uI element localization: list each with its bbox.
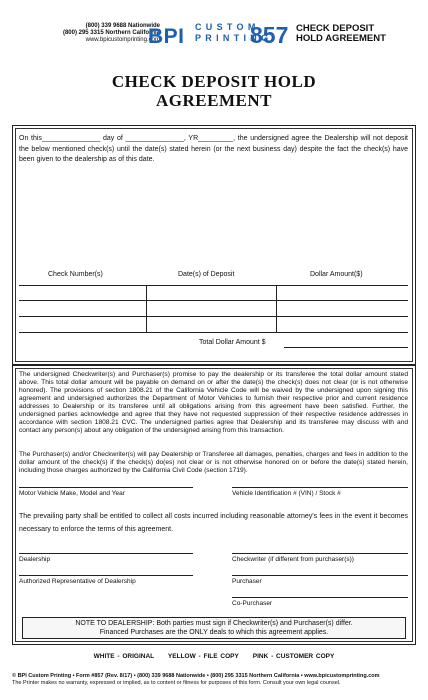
footer-line-1: © BPI Custom Printing • Form #857 (Rev. 8/17) • (800) 339 9688 Nationwide • (800) 295 3315 Northern California • www.bpicustomprinting.com bbox=[12, 673, 380, 679]
vehicle-signature-line bbox=[19, 487, 193, 488]
page-title-line2: AGREEMENT bbox=[156, 91, 272, 110]
purchaser-line bbox=[232, 575, 408, 576]
checkwriter-line bbox=[232, 553, 408, 554]
deposit-date-input-2[interactable] bbox=[148, 302, 275, 315]
phone-nationwide: (800) 339 9688 Nationwide bbox=[85, 23, 160, 29]
notice-line-2: Financed Purchases are the ONLY deals to which this agreement applies. bbox=[99, 629, 329, 636]
total-amount-line bbox=[284, 347, 408, 348]
checkwriter-signature[interactable] bbox=[232, 542, 408, 553]
dollar-amount-input-3[interactable] bbox=[278, 318, 407, 331]
table-row-line bbox=[19, 285, 408, 286]
deposit-date-input-3[interactable] bbox=[148, 318, 275, 331]
authorized-rep-line bbox=[19, 575, 193, 576]
dealership-notice bbox=[22, 617, 406, 639]
vin-signature-line bbox=[232, 487, 408, 488]
footer-line-2: The Printer makes no warranty, expressed or implied, as to content or fitness for purposes of this form. Consult your own legal counsel. bbox=[12, 679, 341, 686]
website: www.bpicustomprinting.com bbox=[85, 37, 160, 43]
header-title-line1: CHECK DEPOSIT bbox=[296, 23, 375, 34]
copurchaser-line bbox=[232, 597, 408, 598]
authorized-rep-label: Authorized Representative of Dealership bbox=[19, 578, 136, 585]
notice-line-1: NOTE TO DEALERSHIP: Both parties must sign if Checkwriter(s) and Purchaser(s) differ. bbox=[75, 620, 353, 627]
phone-northern-ca: (800) 295 3315 Northern California bbox=[62, 30, 160, 36]
dollar-amount-input-2[interactable] bbox=[278, 302, 407, 315]
col-header-dollar-amount: Dollar Amount($) bbox=[310, 271, 363, 278]
page-title bbox=[0, 72, 428, 110]
purchaser-signature[interactable] bbox=[232, 564, 408, 575]
form-header bbox=[0, 0, 428, 52]
authorized-rep-signature[interactable] bbox=[19, 564, 193, 575]
dealership-label: Dealership bbox=[19, 556, 51, 563]
contact-info bbox=[44, 23, 160, 44]
purchaser-label: Purchaser bbox=[232, 578, 262, 585]
dollar-amount-input-1[interactable] bbox=[278, 287, 407, 299]
total-amount-input[interactable] bbox=[284, 337, 408, 347]
vin-label: Vehicle Identification # (VIN) / Stock # bbox=[232, 490, 341, 497]
col-header-deposit-date: Date(s) of Deposit bbox=[178, 271, 235, 278]
agreement-intro: On this_______________ day of _______________, YR_________, the undersigned agree the Dealership will not deposit the below mentioned check(s) until the date(s) stated herein (or the next business day) despite the fact the check(s) have been given to the dealership as of this date. bbox=[19, 135, 408, 163]
terms-paragraph-1: The undersigned Checkwriter(s) and Purchaser(s) promise to pay the dealership or its transferee the total dollar amount stated above. This total dollar amount will be payable on demand on or after the date(s) the check(s) does not clear (or is not otherwise honored). The provisions of section 1808.21 of the California Vehicle Code will be waived by the undersigned upon signing this agreement and undersigned authorizes the Department of Motor Vehicles to furnish their respective prior and current residence addresses to Dealership or its transferee until all obligations arising from this agreement have been satisfied. Further, the undersigned parties acknowledge and agree that they have not requested suppression of their respective residence addresses in accordance with section 1808.21 CVC. The undersigned parties agree that Dealership and its transferee may discuss with and contact any person(s) about any obligation of the undersigned arising from this transaction. bbox=[19, 371, 408, 434]
footer bbox=[12, 673, 422, 686]
prevailing-party-clause: The prevailing party shall be entitled to collect all costs incurred including reasonable attorney's fees in the event it becomes necessary to enforce the terms of this agreement. bbox=[19, 513, 408, 533]
form-number: 857 bbox=[250, 22, 289, 48]
table-col-divider bbox=[146, 285, 147, 332]
table-row-line bbox=[19, 332, 408, 333]
table-row-line bbox=[19, 316, 408, 317]
logo-custom: CUSTOM bbox=[195, 22, 260, 32]
check-number-input-2[interactable] bbox=[20, 302, 145, 315]
header-title-line2: HOLD AGREEMENT bbox=[296, 33, 386, 44]
vehicle-label: Motor Vehicle Make, Model and Year bbox=[19, 490, 125, 497]
col-header-check-number: Check Number(s) bbox=[48, 271, 103, 278]
checkwriter-label: Checkwriter (if different from purchaser(s)) bbox=[232, 556, 354, 563]
dealership-line bbox=[19, 553, 193, 554]
vin-input[interactable] bbox=[232, 476, 408, 487]
total-amount-label: Total Dollar Amount $ bbox=[199, 339, 266, 346]
check-number-input-3[interactable] bbox=[20, 318, 145, 331]
logo-bpi: BPI bbox=[148, 25, 185, 48]
dealership-input[interactable] bbox=[19, 542, 193, 553]
vehicle-input[interactable] bbox=[19, 476, 193, 487]
logo-printing: PRINTING bbox=[195, 33, 273, 43]
table-col-divider bbox=[276, 285, 277, 332]
page-title-line1: CHECK DEPOSIT HOLD bbox=[111, 72, 317, 91]
check-number-input-1[interactable] bbox=[20, 287, 145, 299]
copurchaser-signature[interactable] bbox=[232, 586, 408, 597]
deposit-date-input-1[interactable] bbox=[148, 287, 275, 299]
table-row-line bbox=[19, 300, 408, 301]
copurchaser-label: Co-Purchaser bbox=[232, 600, 273, 607]
header-title bbox=[296, 24, 386, 44]
copy-distribution: WHITE - ORIGINAL YELLOW - FILE COPY PINK - CUSTOMER COPY bbox=[93, 653, 335, 660]
terms-paragraph-2: The Purchaser(s) and/or Checkwriter(s) will pay Dealership or Transferee all damages, penalties, charges and fees in addition to the dollar amount of the check(s) if the check(s) do(es) not clear or is not otherwise honored on or before the date(s) stated herein, including those charges authorized by the California Civil Code (section 1719). bbox=[19, 451, 408, 474]
